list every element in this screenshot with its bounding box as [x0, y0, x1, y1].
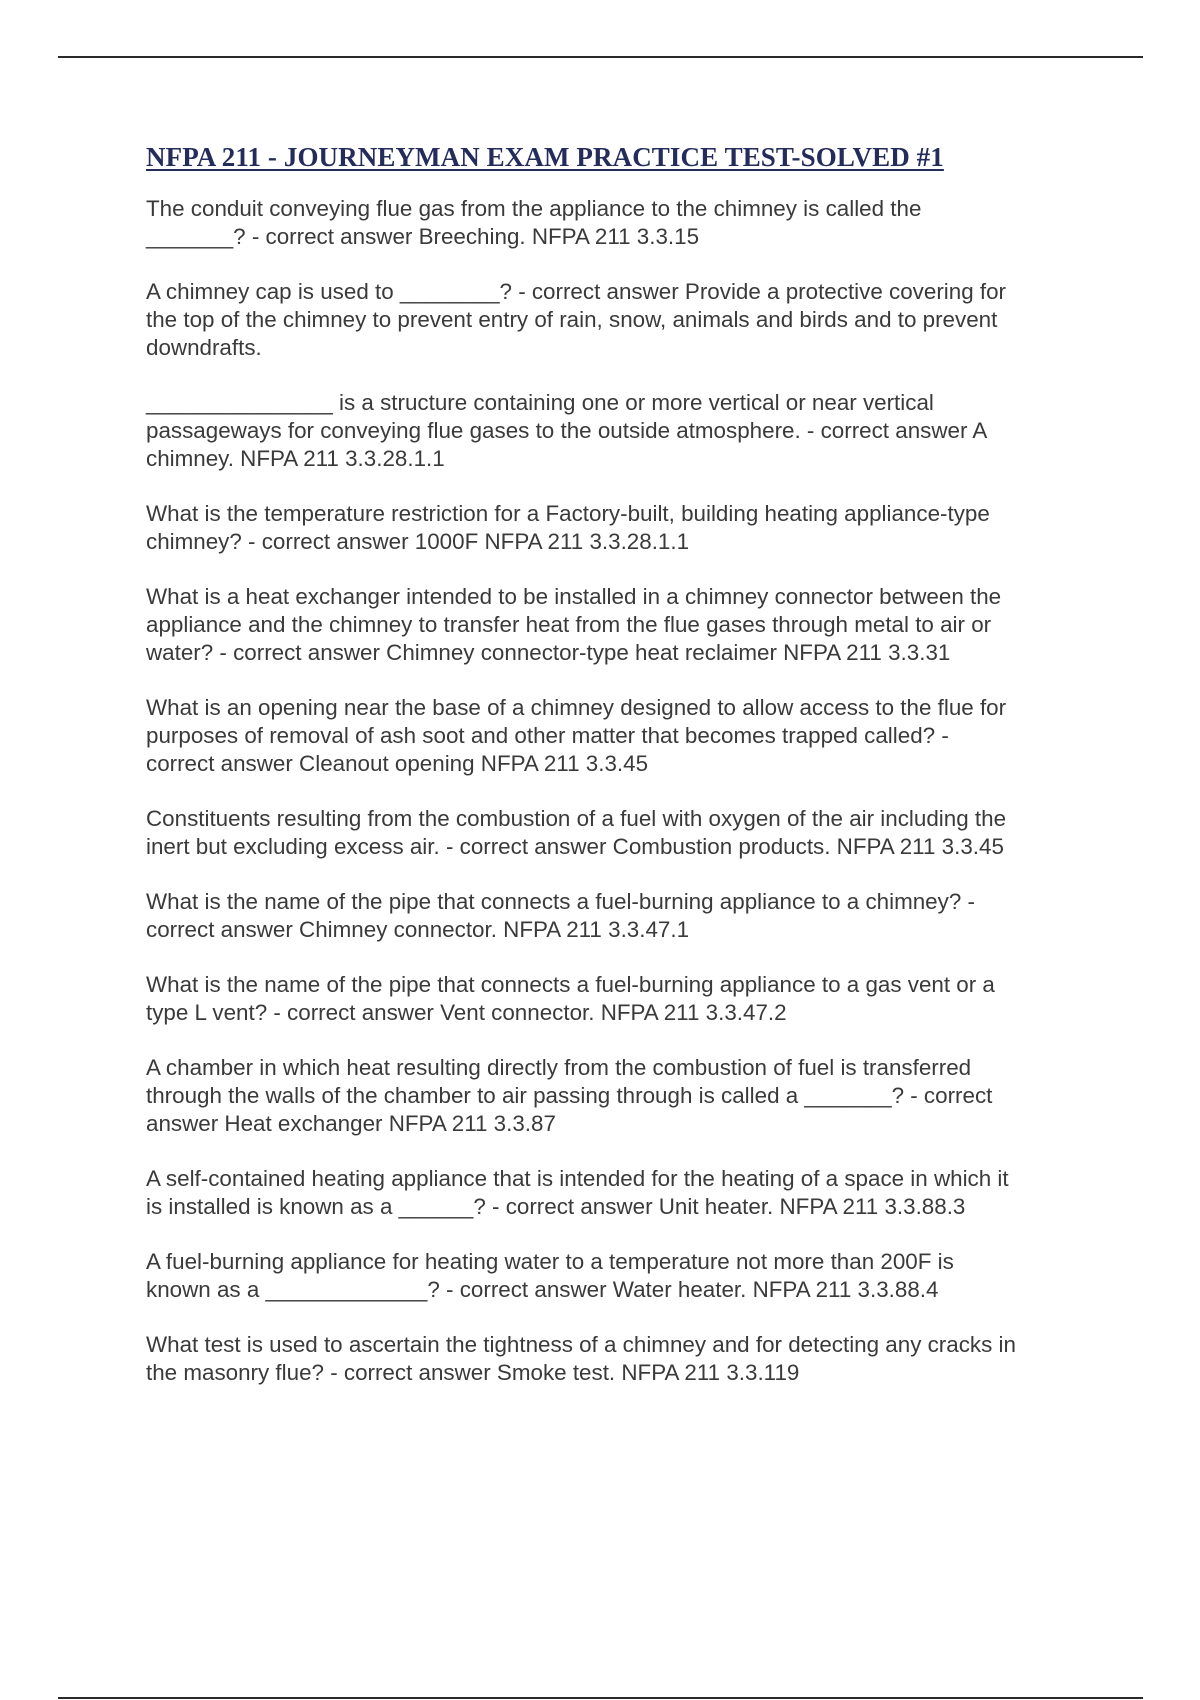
qa-item: _______________ is a structure containing one or more vertical or near vertical passageways for conveying flue gases to the outside atmosphere. - correct answer A chimney. NFPA 211 3.3.28.1.1 — [146, 390, 988, 471]
qa-item: What is a heat exchanger intended to be installed in a chimney connector between the appliance and the chimney to transfer heat from the flue gases through metal to air or water? - correct answer Chimney connector-type heat reclaimer NFPA 211 3.3.31 — [146, 584, 1002, 665]
qa-item: The conduit conveying flue gas from the appliance to the chimney is called the _______? - correct answer Breeching. NFPA 211 3.3.15 — [146, 196, 922, 249]
document-title: NFPA 211 - JOURNEYMAN EXAM PRACTICE TEST-SOLVED #1 — [146, 142, 944, 172]
qa-item: A chamber in which heat resulting directly from the combustion of fuel is transferred through the walls of the chamber to air passing through is called a _______? - correct answer Heat exchanger NFPA 211 3.3.87 — [146, 1055, 993, 1136]
qa-item: A chimney cap is used to ________? - correct answer Provide a protective covering for the top of the chimney to prevent entry of rain, snow, animals and birds and to prevent downdrafts. — [146, 279, 1007, 360]
qa-item: What is the name of the pipe that connects a fuel-burning appliance to a gas vent or a type L vent? - correct answer Vent connector. NFPA 211 3.3.47.2 — [146, 972, 995, 1025]
question-answer-list — [146, 195, 1106, 1387]
qa-item: A self-contained heating appliance that is intended for the heating of a space in which it is installed is known as a ______? - correct answer Unit heater. NFPA 211 3.3.88.3 — [146, 1166, 1009, 1219]
document-body — [146, 142, 1106, 1414]
qa-item: What is the name of the pipe that connects a fuel-burning appliance to a chimney? - correct answer Chimney connector. NFPA 211 3.3.47.1 — [146, 889, 975, 942]
qa-item: What is the temperature restriction for a Factory-built, building heating appliance-type chimney? - correct answer 1000F NFPA 211 3.3.28.1.1 — [146, 501, 990, 554]
qa-item: A fuel-burning appliance for heating water to a temperature not more than 200F is known as a _____________? - correct answer Water heater. NFPA 211 3.3.88.4 — [146, 1249, 954, 1302]
top-rule — [58, 56, 1143, 58]
bottom-rule — [58, 1697, 1143, 1699]
qa-item: Constituents resulting from the combustion of a fuel with oxygen of the air including the inert but excluding excess air. - correct answer Combustion products. NFPA 211 3.3.45 — [146, 806, 1007, 859]
qa-item: What is an opening near the base of a chimney designed to allow access to the flue for purposes of removal of ash soot and other matter that becomes trapped called? - correct answer Cleanout opening NFPA 211 3.3.45 — [146, 695, 1007, 776]
qa-item: What test is used to ascertain the tightness of a chimney and for detecting any cracks in the masonry flue? - correct answer Smoke test. NFPA 211 3.3.119 — [146, 1332, 1016, 1385]
